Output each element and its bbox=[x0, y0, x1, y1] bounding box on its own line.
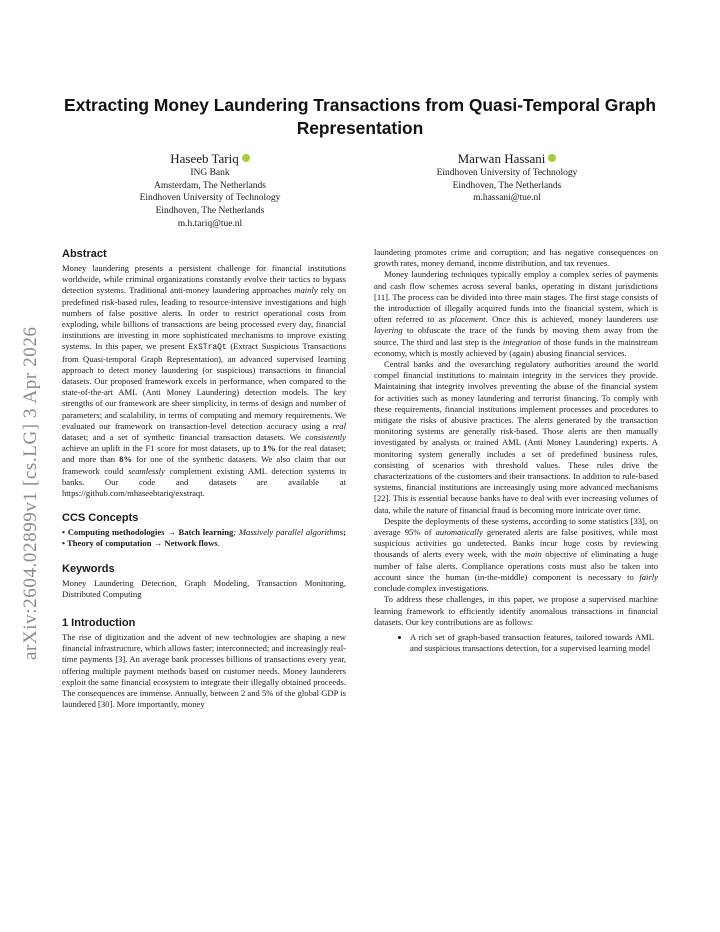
author-affiliation: Eindhoven, The Netherlands bbox=[452, 180, 562, 191]
author-affiliation: ING Bank bbox=[190, 168, 230, 178]
paragraph: laundering promotes crime and corruption; and has negative consequences on growth rates, money demand, income distribution, and tax revenues. bbox=[374, 247, 658, 269]
keywords-text: Money Laundering Detection, Graph Modeling, Transaction Monitoring, Distributed Computing bbox=[62, 577, 346, 599]
keywords-heading: Keywords bbox=[62, 562, 115, 575]
abstract-heading: Abstract bbox=[62, 248, 107, 260]
author-email: m.hassani@tue.nl bbox=[473, 193, 541, 204]
list-item: • A rich set of graph-based transaction features, tailored towards AML and suspicious transactions detection, for a supervised learning model bbox=[410, 632, 654, 654]
author-block-2 bbox=[377, 150, 637, 205]
paragraph: Central banks and the overarching regulatory authorities around the world compel financial institutions to maintain integrity in the services they provide. Maintaining that integrity involves preventing the abuse of the financial system for activities such as money laundering and terrorist financing. To comply with these requirements, financial institutions implement processes and procedures to mitigate the risks of abusive practices. The alerts generated by the transaction monitoring systems are generally risk-based. Those alerts are then manually investigated by analysts or trained AML (Anti Money Laundering) experts. A monitoring system generally includes a set of predefined business rules, consisting of scenarios with threshold values. These rules drive the characterizations of the customers and their transactions. In addition to rule-based systems, financial institutions are increasingly using more advanced mechanisms [22]. This is essential because banks have to deal with ever increasing volumes of data, while the nature of financial fraud is becoming more intricate over time. bbox=[374, 359, 658, 515]
introduction-heading: 1 Introduction bbox=[62, 617, 136, 630]
author-affiliation: Eindhoven, The Netherlands bbox=[155, 206, 265, 217]
orcid-icon[interactable] bbox=[548, 154, 556, 162]
paragraph: Money laundering techniques typically employ a complex series of payments and cash flow schemes across several banks, operating in distant jurisdictions [11]. The process can be divided into three main stages. The first stage consists of the introduction of illegally acquired funds into the financial system, which is often referred to as placement. Once this is achieved, money launderers use layering to obfuscate the trace of the funds by moving them away from the source. The third and last step is the integration of those funds in the mainstream economy, which is mostly achieved by (again) abusing financial services. bbox=[374, 269, 658, 358]
orcid-icon[interactable] bbox=[242, 154, 250, 162]
paragraph: To address these challenges, in this paper, we propose a supervised machine learning framework to efficiently identify anomalous transactions in financial datasets. Our key contributions are as follows: bbox=[374, 594, 658, 627]
ccs-heading: CCS Concepts bbox=[62, 512, 139, 525]
author-affiliation: Eindhoven University of Technology bbox=[436, 168, 578, 178]
paper-title: Extracting Money Laundering Transactions from Quasi-Temporal Graph Representation bbox=[63, 95, 657, 138]
author-affiliation: Amsterdam, The Netherlands bbox=[154, 180, 266, 191]
arxiv-stamp: arXiv:2604.02899v1 [cs.LG] 3 Apr 2026 bbox=[20, 326, 41, 660]
author-name: Haseeb Tariq bbox=[170, 151, 239, 166]
ccs-concepts: • Computing methodologies → Batch learning; Massively parallel algorithms; • Theory of computation → Network flows. bbox=[62, 527, 346, 549]
right-column bbox=[374, 247, 658, 654]
introduction-text: The rise of digitization and the advent of new technologies are shaping a new financial infrastructure, which allows faster; interconnected; and increasingly real-time payments [3]. An average bank processes billions of transactions every year, offering multiple payment methods based on customer needs. Money launderers exploit the same financial ecosystem to integrate their illegally obtained proceeds. The consequences are immense. Annually, between 2 and 5% of the global GDP is laundered [30]. More importantly, money bbox=[62, 632, 346, 710]
contributions-list bbox=[374, 632, 658, 654]
paragraph: Despite the deployments of these systems, according to some statistics [33], on average 95% of automatically generated alerts are false positives, while most suspicious activities go undetected. Banks incur huge costs by reviewing thousands of alerts every week, with the main objective of eliminating a huge number of false alerts. Compliance operations costs must also be taken into account since the human (in-the-middle) component is necessary to fairly conclude complex investigations. bbox=[374, 515, 659, 594]
author-email: m.h.tariq@tue.nl bbox=[177, 218, 243, 229]
author-name: Marwan Hassani bbox=[457, 151, 546, 166]
method-name: ExSTraQt bbox=[188, 343, 227, 353]
abstract-text: Money laundering presents a persistent challenge for financial institutions worldwide, while criminal organizations constantly evolve their tactics to bypass detection systems. Traditional anti-money laundering approaches mainly rely on predefined risk-based rules, leading to resource-intensive investigations and high numbers of false positive alerts. In order to restrict operational costs from exploding, while billions of transactions are being processed every day, financial institutions are investing in more sophisticated mechanisms to improve existing systems. In this paper, we present ExSTraQt (Extract Suspicious Transactions from Quasi-temporal Graph Representation), an advanced supervised learning approach to detect money laundering (or suspicious) transactions in financial datasets. Our proposed framework excels in performance, when compared to the state-of-the-art AML (Anti Money Laundering) detection models. The key strengths of our framework are sheer simplicity, in terms of design and number of parameters; and scalability, in terms of computing and memory requirements. We evaluated our framework on transaction-level detection accuracy using a real dataset; and a set of synthetic financial transaction datasets. We consistently achieve an uplift in the F1 score for most datasets, up to 1% for the real dataset; and more than 8% for one of the synthetic datasets. We also claim that our framework could seamlessly complement existing AML detection systems in banks. Our code and datasets are available at https://github.com/mhaseebtariq/exstraqt. bbox=[62, 263, 347, 499]
author-block-1 bbox=[80, 150, 340, 231]
left-column bbox=[62, 247, 346, 711]
author-affiliation: Eindhoven University of Technology bbox=[139, 193, 281, 204]
